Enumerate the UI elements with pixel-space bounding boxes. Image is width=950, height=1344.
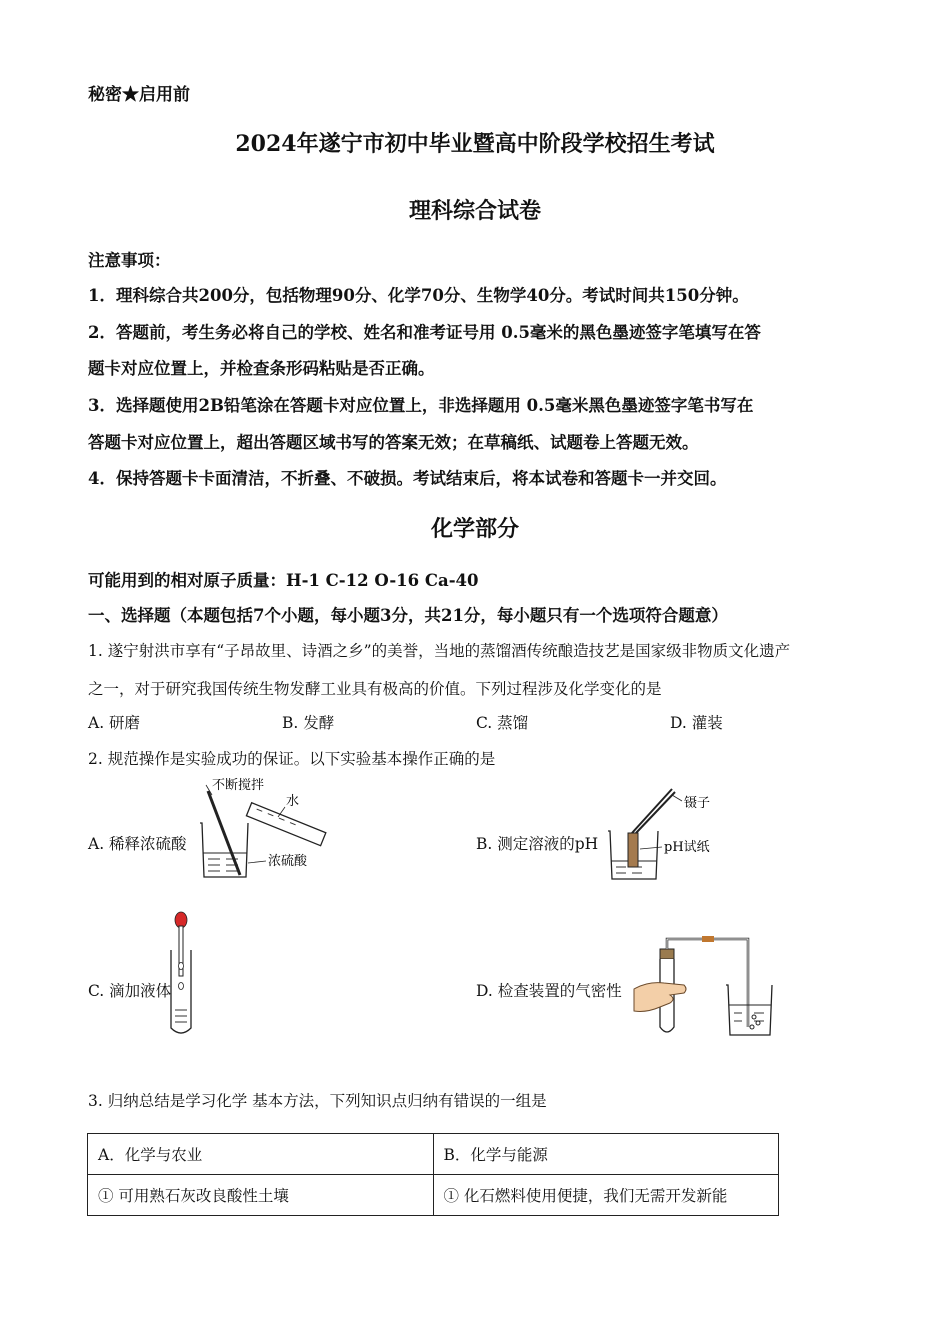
note-line: 2．答题前，考生务必将自己的学校、姓名和准考证号用 0.5毫米的黑色墨迹签字笔填写在答 bbox=[88, 323, 761, 342]
q3-header-b: B．化学与能源 bbox=[433, 1134, 779, 1175]
q2-option-c: C. 滴加液体 bbox=[88, 982, 172, 1000]
note-line: 题卡对应位置上，并检查条形码粘贴是否正确。 bbox=[88, 359, 435, 378]
note-line: 答题卡对应位置上，超出答题区域书写的答案无效；在草稿纸、试题卷上答题无效。 bbox=[88, 433, 699, 452]
secret-label: 秘密★启用前 bbox=[88, 85, 190, 105]
q1-stem-line: 1. 遂宁射洪市享有“子昂故里、诗酒之乡”的美誉，当地的蒸馏酒传统酿造技艺是国家级非物质文化遗产 bbox=[88, 642, 791, 660]
label-conc-acid: 浓硫酸 bbox=[268, 854, 308, 869]
q3-cell-b1: ① 化石燃料使用便捷，我们无需开发新能 bbox=[433, 1175, 779, 1216]
q2-option-a: A. 稀释浓硫酸 bbox=[88, 835, 187, 853]
note-line: 1．理科综合共200分，包括物理90分、化学70分、生物学40分。考试时间共150分钟。 bbox=[88, 286, 749, 305]
q2-option-b: B. 测定溶液的pH bbox=[476, 835, 599, 853]
q1-stem-line: 之一，对于研究我国传统生物发酵工业具有极高的价值。下列过程涉及化学变化的是 bbox=[88, 680, 662, 698]
exam-subtitle: 理科综合试卷 bbox=[408, 198, 541, 224]
q3-table bbox=[87, 1133, 779, 1216]
note-line: 4．保持答题卡卡面清洁，不折叠、不破损。考试结束后，将本试卷和答题卡一并交回。 bbox=[88, 469, 727, 488]
q3-header-a: A．化学与农业 bbox=[88, 1134, 434, 1175]
label-stir: 不断搅拌 bbox=[212, 778, 265, 793]
q2-stem: 2. 规范操作是实验成功的保证。以下实验基本操作正确的是 bbox=[88, 750, 496, 768]
label-ph-paper: pH试纸 bbox=[664, 840, 710, 855]
figure-airtightness bbox=[630, 935, 780, 1039]
exam-title: 2024年遂宁市初中毕业暨高中阶段学校招生考试 bbox=[235, 131, 715, 157]
atomic-mass-line: 可能用到的相对原子质量：H-1 C-12 O-16 Ca-40 bbox=[88, 571, 479, 590]
q1-option-b: B. 发酵 bbox=[282, 714, 335, 732]
label-tweezers: 镊子 bbox=[684, 796, 711, 811]
q1-option-d: D. 灌装 bbox=[670, 714, 723, 732]
label-water: 水 bbox=[286, 794, 300, 809]
q3-cell-a1: ① 可用熟石灰改良酸性土壤 bbox=[88, 1175, 434, 1216]
q2-option-d: D. 检查装置的气密性 bbox=[476, 982, 622, 1000]
notes-heading: 注意事项： bbox=[88, 251, 171, 270]
figure-dilute-acid bbox=[190, 775, 340, 883]
q3-stem: 3. 归纳总结是学习化学 基本方法，下列知识点归纳有错误的一组是 bbox=[88, 1092, 547, 1110]
section-title: 化学部分 bbox=[430, 516, 519, 542]
note-line: 3．选择题使用2B铅笔涂在答题卡对应位置上，非选择题用 0.5毫米黑色墨迹签字笔书写在 bbox=[88, 396, 754, 415]
part-one-heading: 一、选择题（本题包括7个小题，每小题3分，共21分，每小题只有一个选项符合题意） bbox=[88, 606, 728, 625]
q1-option-a: A. 研磨 bbox=[88, 714, 141, 732]
figure-measure-ph bbox=[600, 785, 730, 883]
q1-option-c: C. 蒸馏 bbox=[476, 714, 529, 732]
figure-dropper bbox=[165, 910, 205, 1038]
